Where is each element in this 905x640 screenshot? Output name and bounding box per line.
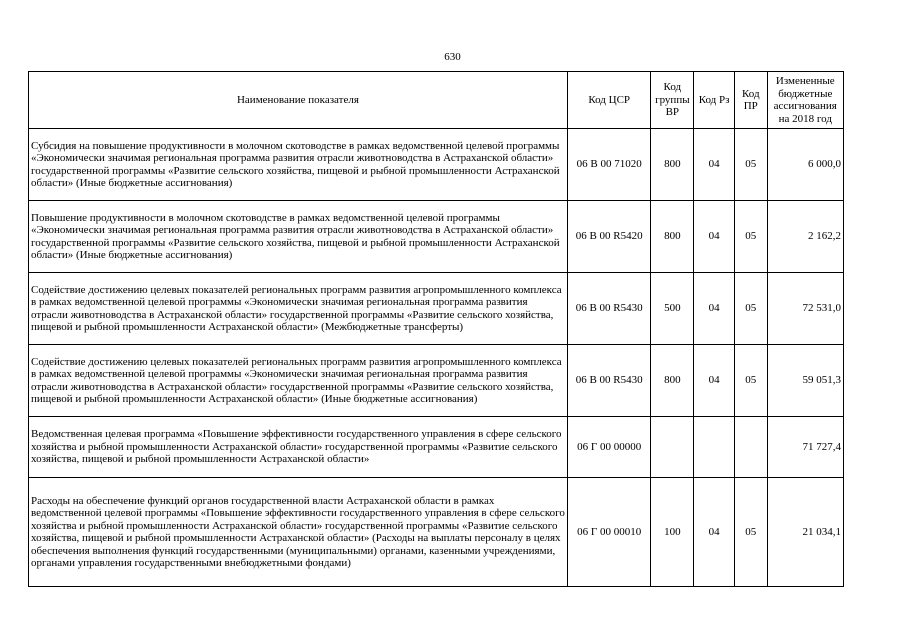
row-rz: 04	[694, 201, 735, 273]
budget-table	[28, 71, 844, 587]
row-rz: 04	[694, 129, 735, 201]
row-vr: 500	[651, 273, 694, 345]
header-pr: Код ПР	[734, 72, 767, 129]
row-name: Содействие достижению целевых показателей региональных программ развития агропромышленного комплекса в рамках ведомственной целевой программы «Экономически значимая региональная программа развития отрасли животноводства в Астраханской области» государственной программы «Развитие сельского хозяйства, пищевой и рыбной промышленности Астраханской области» (Межбюджетные трансферты)	[29, 273, 568, 345]
row-sum: 21 034,1	[767, 478, 843, 587]
page-number: 630	[444, 51, 461, 63]
row-name: Содействие достижению целевых показателей региональных программ развития агропромышленного комплекса в рамках ведомственной целевой программы «Экономически значимая региональная программа развития отрасли животноводства в Астраханской области» государственной программы «Развитие сельского хозяйства, пищевой и рыбной промышленности Астраханской области» (Иные бюджетные ассигнования)	[29, 345, 568, 417]
row-csr: 06 В 00 R5430	[567, 273, 651, 345]
row-sum: 72 531,0	[767, 273, 843, 345]
row-rz: 04	[694, 273, 735, 345]
row-vr	[651, 417, 694, 478]
row-pr: 05	[734, 478, 767, 587]
header-name: Наименование показателя	[29, 72, 568, 129]
row-rz: 04	[694, 345, 735, 417]
row-name: Расходы на обеспечение функций органов государственной власти Астраханской области в рамках ведомственной целевой программы «Повышение эффективности государственного управления в сфере сельского хозяйства и рыбной промышленности Астраханской области» государственной программы «Развитие сельского хозяйства, пищевой и рыбной промышленности Астраханской области» (Расходы на выплаты персоналу в целях обеспечения выполнения функций государственными (муниципальными) органами, казенными учреждениями, органами управления государственными внебюджетными фондами)	[29, 478, 568, 587]
row-name: Ведомственная целевая программа «Повышение эффективности государственного управления в сфере сельского хозяйства и рыбной промышленности Астраханской области» государственной программы «Развитие сельского хозяйства, пищевой и рыбной промышленности Астраханской области»	[29, 417, 568, 478]
table-header-row	[29, 72, 844, 129]
row-pr: 05	[734, 345, 767, 417]
row-csr: 06 В 00 R5420	[567, 201, 651, 273]
table-row	[29, 129, 844, 201]
header-rz: Код Рз	[694, 72, 735, 129]
row-name: Субсидия на повышение продуктивности в молочном скотоводстве в рамках ведомственной целевой программы «Экономически значимая региональная программа развития отрасли животноводства в Астраханской области» государственной программы «Развитие сельского хозяйства, пищевой и рыбной промышленности Астраханской области» (Иные бюджетные ассигнования)	[29, 129, 568, 201]
row-pr: 05	[734, 273, 767, 345]
row-sum: 6 000,0	[767, 129, 843, 201]
table-row	[29, 478, 844, 587]
row-pr: 05	[734, 201, 767, 273]
row-vr: 100	[651, 478, 694, 587]
header-vr: Код группы ВР	[651, 72, 694, 129]
row-rz	[694, 417, 735, 478]
header-sum: Измененные бюджетные ассигнования на 2018 год	[767, 72, 843, 129]
row-name: Повышение продуктивности в молочном скотоводстве в рамках ведомственной целевой программы «Экономически значимая региональная программа развития отрасли животноводства в Астраханской области» государственной программы «Развитие сельского хозяйства, пищевой и рыбной промышленности Астраханской области» (Иные бюджетные ассигнования)	[29, 201, 568, 273]
row-csr: 06 Г 00 00010	[567, 478, 651, 587]
row-rz: 04	[694, 478, 735, 587]
row-csr: 06 Г 00 00000	[567, 417, 651, 478]
row-pr	[734, 417, 767, 478]
row-csr: 06 В 00 71020	[567, 129, 651, 201]
row-sum: 71 727,4	[767, 417, 843, 478]
row-csr: 06 В 00 R5430	[567, 345, 651, 417]
table-row	[29, 273, 844, 345]
row-pr: 05	[734, 129, 767, 201]
row-sum: 59 051,3	[767, 345, 843, 417]
row-vr: 800	[651, 345, 694, 417]
row-vr: 800	[651, 129, 694, 201]
table-row	[29, 201, 844, 273]
table-row	[29, 345, 844, 417]
header-csr: Код ЦСР	[567, 72, 651, 129]
table-row	[29, 417, 844, 478]
row-vr: 800	[651, 201, 694, 273]
row-sum: 2 162,2	[767, 201, 843, 273]
